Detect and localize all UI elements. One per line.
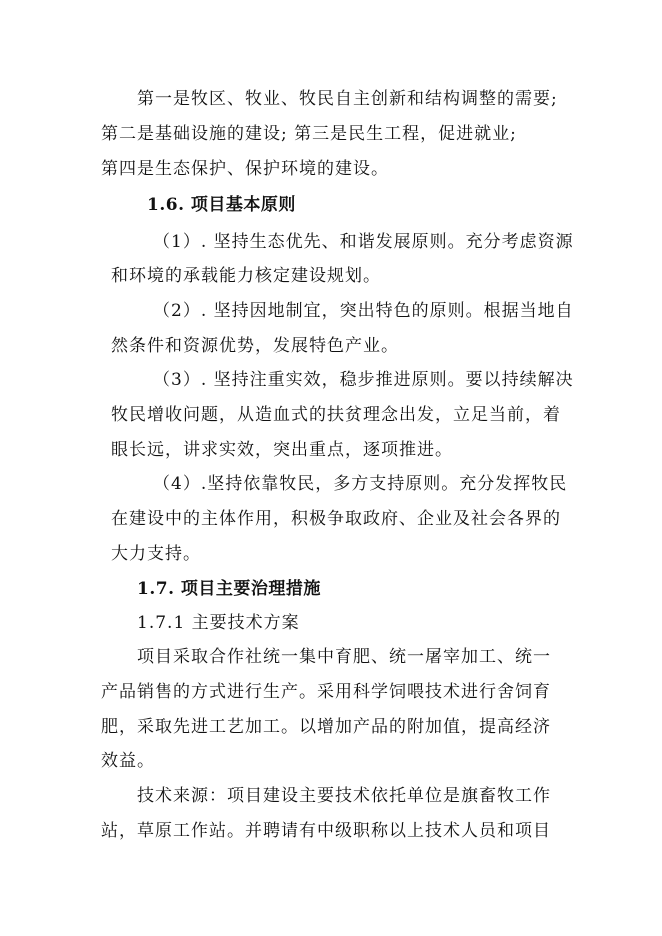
- principle-1-line-1: （1）. 坚持生态优先、和谐发展原则。充分考虑资源: [153, 232, 574, 252]
- intro-line-3: 第四是生态保护、保护环境的建设。: [101, 159, 389, 179]
- principle-2-line-2: 然条件和资源优势，发展特色产业。: [111, 336, 399, 356]
- principle-4-line-3: 大力支持。: [111, 544, 201, 564]
- principle-4-line-1: （4）.坚持依靠牧民，多方支持原则。充分发挥牧民: [153, 474, 568, 494]
- tech-plan-line-4: 效益。: [101, 751, 155, 771]
- intro-line-1: 第一是牧区、牧业、牧民自主创新和结构调整的需要;: [137, 89, 558, 109]
- tech-plan-line-3: 肥，采取先进工艺加工。以增加产品的附加值，提高经济: [101, 717, 551, 737]
- principle-3-line-3: 眼长远，讲求实效，突出重点，逐项推进。: [111, 440, 453, 460]
- tech-plan-line-1: 项目采取合作社统一集中育肥、统一屠宰加工、统一: [137, 647, 551, 667]
- section-1-6-heading: 1.6. 项目基本原则: [147, 195, 296, 215]
- section-1-7-heading: 1.7. 项目主要治理措施: [137, 579, 321, 599]
- intro-line-2: 第二是基础设施的建设; 第三是民生工程，促进就业;: [101, 124, 517, 144]
- principle-4-line-2: 在建设中的主体作用，积极争取政府、企业及社会各界的: [111, 509, 561, 529]
- principle-3-line-1: （3）. 坚持注重实效，稳步推进原则。要以持续解决: [153, 370, 574, 390]
- tech-plan-line-2: 产品销售的方式进行生产。采用科学饲喂技术进行舍饲育: [101, 682, 551, 702]
- tech-source-line-2: 站，草原工作站。并聘请有中级职称以上技术人员和项目: [101, 821, 551, 841]
- principle-1-line-2: 和环境的承载能力核定建设规划。: [111, 266, 381, 286]
- tech-source-line-1: 技术来源：项目建设主要技术依托单位是旗畜牧工作: [137, 786, 551, 806]
- principle-3-line-2: 牧民增收问题，从造血式的扶贫理念出发，立足当前，着: [111, 405, 561, 425]
- principle-2-line-1: （2）. 坚持因地制宜，突出特色的原则。根据当地自: [153, 301, 574, 321]
- section-1-7-1-subheading: 1.7.1 主要技术方案: [137, 613, 300, 633]
